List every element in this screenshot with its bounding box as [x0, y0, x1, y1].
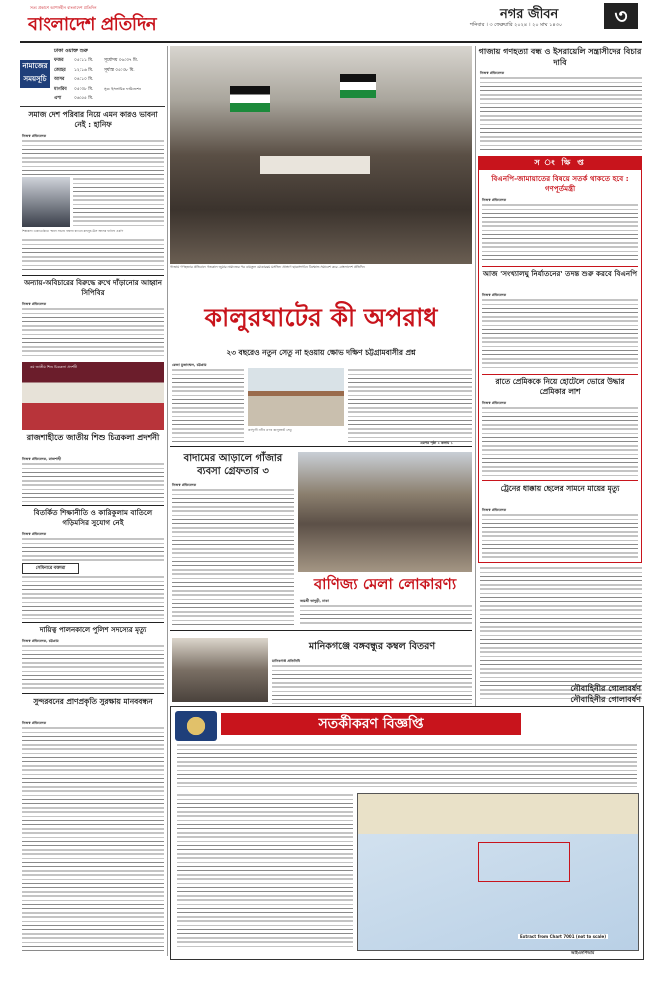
notice-box: [170, 684, 644, 960]
byline-hotel: নিজস্ব প্রতিবেদক: [482, 401, 507, 405]
notice-map: [357, 793, 639, 951]
byline-gaza: নিজস্ব প্রতিবেদক: [480, 71, 505, 75]
body-bitorko-2: [22, 575, 164, 619]
byline-train: নিজস্ব প্রতিবেদক: [482, 508, 507, 512]
sangkhep-label: স ং ক্ষি প্ত: [534, 158, 586, 167]
rule: [22, 505, 164, 506]
rajshahi-banner: ৩য় জাতীয় শিশু চিত্রকলা প্রদর্শনী: [30, 365, 78, 369]
body-badam: [172, 488, 294, 626]
byline-anyay: নিজস্ব প্রতিবেদক: [22, 302, 47, 306]
seminar-label: সেমিনারে বক্তারা: [22, 563, 79, 574]
map-land: [358, 794, 638, 834]
prayer-row: মাগরিব ০৫:৩৮ মি. সূত্র: ইসলামিক ফাউন্ডেশন: [54, 86, 142, 92]
notice-title: সতর্কীকরণ বিজ্ঞপ্তি: [318, 716, 424, 732]
byline-songkhaloghu: নিজস্ব প্রতিবেদক: [482, 293, 507, 297]
main-photo-caption: গাজায় গণহত্যার প্রতিবাদে গতকাল জুমার নামাজের পর বায়তুল মোকাররম মসজিদ প্রাঙ্গণে ছাত্রসংগঠন বিক্ষোভ সমাবেশ করে -বাংলাদেশ প্রতিদিন: [170, 265, 365, 269]
body-train: [482, 513, 638, 559]
headline-anyay: অন্যায়-অবিচারের বিরুদ্ধে রুখে দাঁড়ানোর আহ্বান সিপিবির: [24, 279, 162, 297]
notice-title-band: [221, 713, 521, 735]
body-hanif: [22, 139, 164, 175]
body-bitorko: [22, 537, 164, 561]
kalurghat-bridge-photo: [248, 368, 344, 426]
byline-kalurghat: রেজা মুজাম্মেল, চট্টগ্রাম: [172, 363, 207, 367]
masthead-logo: বাংলাদেশ প্রতিদিন: [28, 14, 157, 35]
body-gaza: [480, 76, 642, 152]
masthead: [0, 0, 650, 40]
prayer-row: এশা ০৬:৫৫ মি.: [54, 96, 94, 101]
rule: [482, 374, 638, 375]
byline-sundarban: নিজস্ব প্রতিবেদক: [22, 721, 47, 725]
navy-emblem: [175, 711, 217, 741]
byline-rajshahi: নিজস্ব প্রতিবেদক, রাজশাহী: [22, 457, 62, 461]
rule: [170, 446, 472, 447]
body-sundarban: [22, 726, 164, 952]
prayer-row: ফজর ০৫:১১ মি. সূর্যোদয় ০৬:৩৭ মি.: [54, 58, 139, 63]
body-rajshahi: [22, 462, 164, 502]
notice-text: [177, 743, 637, 787]
sangkhep-band: [478, 156, 642, 170]
headline-gaza: গাজায় গণহত্যা বন্ধ ও ইসরায়েলি সন্ত্রাসীদের বিচার দাবি: [478, 47, 642, 67]
date-line: শনিবার । ৩ ফেব্রুয়ারি ২০২৪ । ২০ মাঘ ১৪৩০: [470, 22, 563, 28]
headline-banijjo: বাণিজ্য মেলা লোকারণ্য: [313, 575, 457, 593]
headline-bnp-jamat: বিএনপি-জামায়াতের বিষয়ে সতর্ক থাকতে হবে : গণপূর্তমন্ত্রী: [491, 174, 629, 193]
col-divider: [167, 46, 168, 956]
continues-label: এরপর পৃষ্ঠা ২ কলাম ১: [420, 441, 453, 445]
headline-rajshahi: রাজশাহীতে জাতীয় শিশু চিত্রকলা প্রদর্শনী: [26, 433, 160, 442]
prayer-box: [20, 46, 165, 107]
body-songkhaloghu: [482, 298, 638, 370]
body-banijjo: [300, 604, 472, 626]
rajshahi-photo: [22, 362, 164, 430]
banner-cloth: [260, 156, 370, 174]
headline-songkhaloghu: আজ 'সংখ্যালঘু নির্যাতনের' তদন্ত শুরু করবে বিএনপি: [482, 269, 638, 278]
body-police: [22, 644, 164, 690]
body-bnp-jamat: [482, 203, 638, 263]
rule: [482, 480, 638, 481]
hanif-photo: [22, 177, 70, 227]
subhead-kalurghat: ২৩ বছরেও নতুন সেতু না হওয়ায় ক্ষোভ দক্ষিণ চট্টগ্রামবাসীর প্রশ্ন: [226, 348, 416, 357]
body-kalurghat-2: [348, 368, 472, 442]
prayer-rows: [54, 56, 164, 104]
caption-hanif: শিল্পকলা একাডেমিতে স্মরণ সভায় বক্তব্য রাখেন মাহবুব-উল আলম হানিফ এমপি: [22, 229, 124, 233]
masthead-tagline: সত্য প্রকাশে আপসহীন বাংলাদেশ প্রতিদিন: [30, 5, 97, 10]
rule: [482, 266, 638, 267]
body-hotel: [482, 406, 638, 476]
byline-hanif: নিজস্ব প্রতিবেদক: [22, 134, 47, 138]
byline-manikganj: মানিকগঞ্জ প্রতিনিধি: [272, 659, 301, 663]
body-hanif-3: [22, 238, 164, 272]
byline-bnp-jamat: নিজস্ব প্রতিবেদক: [482, 198, 507, 202]
headline-hanif: সমাজ দেশ পরিবার নিয়ে এমন কারও ভাবনা নেই : হানিফ: [28, 110, 158, 129]
headline-police: দায়িত্ব পালনকালে পুলিশ সদস্যের মৃত্যু: [39, 626, 147, 634]
body-right-bottom: [480, 566, 642, 702]
rule: [22, 275, 164, 276]
headline-bitorko: বিতর্কিত শিক্ষানীতি ও কারিকুলাম বাতিলে গড়িমসির সুযোগ নেই: [33, 508, 153, 527]
byline-banijjo: জয়শ্রী ভাদুড়ী, ঢাকা: [300, 599, 329, 603]
caption-kalurghat: কর্ণফুলী নদীর ওপর কালুরঘাট সেতু: [248, 428, 293, 432]
fair-photo: [298, 452, 472, 572]
rule: [22, 693, 164, 694]
headline-kalurghat: কালুরঘাটের কী অপরাধ: [204, 303, 438, 332]
body-hanif-2: [73, 177, 164, 227]
main-photo: [170, 46, 472, 264]
page-number: ৩: [604, 3, 638, 29]
masthead-rule: [20, 41, 642, 43]
notice-text-2: [177, 793, 353, 949]
prayer-row: জোহর ১২:১৬ মি. সূর্যাস্ত ০৫:৩৮ মি.: [54, 67, 135, 73]
map-area: [478, 842, 570, 882]
rule: [170, 630, 472, 631]
headline-hotel: রাতে প্রেমিককে নিয়ে হোটেলে ভোরে উদ্ধার প্রেমিকার লাশ: [495, 377, 625, 396]
prayer-label-1: নামাজের: [22, 62, 48, 70]
prayer-label-2: সময়সূচি: [23, 75, 47, 83]
flag: [230, 86, 270, 112]
byline-bitorko: নিজস্ব প্রতিবেদক: [22, 532, 47, 536]
body-kalurghat-1: [172, 368, 244, 442]
notice-org: নৌবাহিনীর গোলাবর্ষণ: [570, 684, 641, 693]
headline-manikganj: মানিকগঞ্জে বঙ্গবন্ধুর কম্বল বিতরণ: [308, 641, 436, 652]
headline-sundarban: সুন্দরবনের প্রাণপ্রকৃতি সুরক্ষায় মানববন্ধন: [33, 697, 153, 706]
prayer-row: আসর ০৪:১০ মি.: [54, 77, 94, 82]
byline-badam: নিজস্ব প্রতিবেদক: [172, 483, 197, 487]
manikganj-photo: [172, 638, 268, 702]
prayer-label-box: [20, 60, 50, 88]
col-divider: [475, 46, 476, 706]
headline-train: ট্রেনের ধাক্কায় ছেলের সামনে মায়ের মৃত্যু: [500, 484, 620, 493]
byline-police: নিজস্ব প্রতিবেদক, চট্টগ্রাম: [22, 639, 59, 643]
notice-org-2: নৌবাহিনীর গোলাবর্ষণ: [570, 695, 641, 704]
section-name: নগর জীবন: [500, 7, 559, 22]
body-manikganj: [272, 664, 472, 704]
notice-footer: আইএসপিআর: [571, 950, 595, 955]
body-anyay: [22, 307, 164, 359]
headline-badam: বাদামের আড়ালে গাঁজার ব্যবসা গ্রেফতার ৩: [183, 453, 283, 477]
prayer-title: ঢাকা ওয়াক্ত শুরু: [54, 48, 88, 54]
rule: [22, 622, 164, 623]
flag: [340, 74, 376, 98]
map-caption: Extract from Chart 7001 (not to scale): [520, 934, 607, 939]
